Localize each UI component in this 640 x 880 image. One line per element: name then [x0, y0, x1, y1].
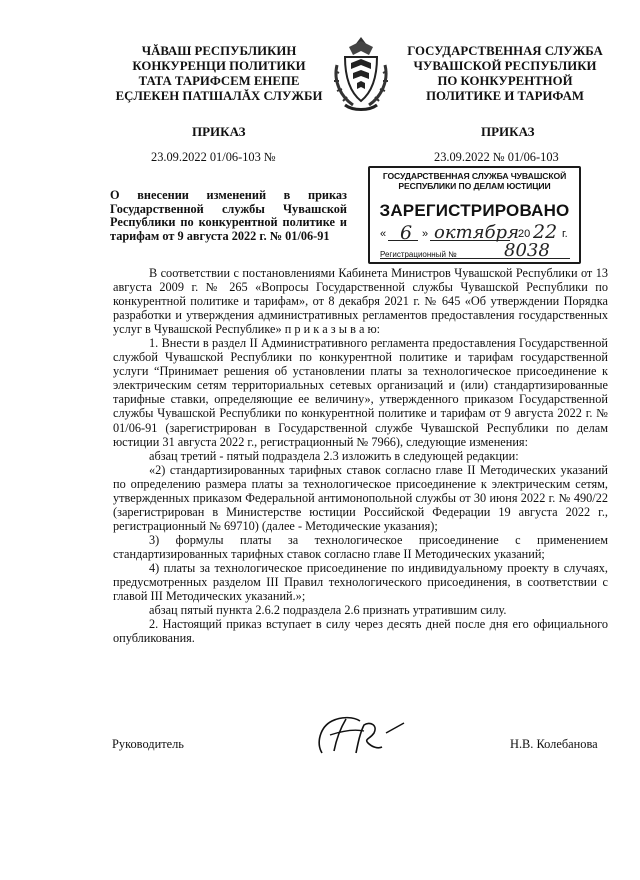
stamp-number-handwritten: 8038 [504, 240, 550, 261]
order-body [113, 266, 608, 645]
body-paragraph: «2) стандартизированных тарифных ставок согласно главе II Методических указаний по определению размера платы за технологическое присоединение к электрическим сетям, утвержденных приказом Федеральной антимонопольной службы от 30 июня 2022 г. № 490/22 (зарегистрирован в Министерстве юстиции Российской Федерации 19 августа 2022 г., регистрационный № 69710) (далее - Методические указания); [113, 462, 608, 533]
handwritten-signature [312, 713, 412, 759]
stamp-year-prefix: 20 [518, 228, 531, 240]
order-title-chuvash: ПРИКАЗ [192, 124, 246, 139]
stamp-year-handwritten: 22 [533, 221, 558, 243]
order-date-chuvash: 23.09.2022 01/06-103 № [151, 150, 276, 164]
order-date-russian: 23.09.2022 № 01/06-103 [434, 150, 559, 164]
header-left-line: КОНКУРЕНЦИ ПОЛИТИКИ [132, 59, 306, 73]
order-subject: О внесении изменений в приказ Государственной службы Чувашской Республики по конкурентной политике и тарифам от 9 августа 2022 г. № 01/06-91 [110, 188, 347, 243]
body-paragraph: В соответствии с постановлениями Кабинета Министров Чувашской Республики от 13 августа 2009 г. № 265 «Вопросы Государственной службы Чувашской Республики по конкурентной политике и тарифам», от 8 декабря 2021 г. № 645 «Об утверждении Порядка разработки и утверждения административных регламентов предоставления государственных услуг в Чувашской Республике» п р и к а з ы в а ю: [113, 266, 608, 337]
body-paragraph: 3) формулы платы за технологическое присоединение с применением стандартизированных тарифных ставок согласно главе II Методических указаний; [113, 532, 608, 561]
header-right-line: ЧУВАШСКОЙ РЕСПУБЛИКИ [413, 59, 597, 73]
header-russian-name [395, 44, 615, 104]
stamp-month-handwritten: октября [434, 222, 519, 243]
header-left-line: ЕÇЛЕКЕН ПАТШАЛĂХ СЛУЖБИ [115, 89, 323, 103]
order-title-russian: ПРИКАЗ [481, 124, 535, 139]
chuvash-emblem-icon [331, 35, 391, 113]
signer-position: Руководитель [112, 737, 184, 751]
stamp-registered-label: ЗАРЕГИСТРИРОВАНО [379, 201, 570, 220]
stamp-authority [370, 171, 579, 191]
stamp-number-row [380, 240, 575, 262]
body-paragraph: 2. Настоящий приказ вступает в силу через десять дней после дня его официального опубликования. [113, 617, 608, 646]
stamp-day-line [388, 240, 418, 241]
header-right-line: ГОСУДАРСТВЕННАЯ СЛУЖБА [407, 44, 603, 58]
stamp-month-line [430, 240, 510, 241]
header-right-line: ПО КОНКУРЕНТНОЙ [437, 74, 573, 88]
stamp-quote-open: « [380, 228, 387, 240]
stamp-number-label: Регистрационный № [380, 250, 457, 259]
registration-stamp [368, 166, 581, 264]
header-chuvash-name [95, 44, 343, 104]
stamp-year-letter: г. [562, 228, 568, 240]
body-paragraph: абзац третий - пятый подраздела 2.3 изложить в следующей редакции: [149, 448, 519, 463]
stamp-line: ГОСУДАРСТВЕННАЯ СЛУЖБА ЧУВАШСКОЙ [382, 171, 567, 181]
header-left-line: ЧĂВАШ РЕСПУБЛИКИН [141, 44, 297, 58]
signer-name: Н.В. Колебанова [510, 737, 598, 751]
body-paragraph: 4) платы за технологическое присоединение по индивидуальному проекту в случаях, предусмотренных разделом III Правил технологического присоединения, в соответствии с главой III Методических указаний.»; [113, 560, 608, 604]
stamp-quote-close: » [422, 228, 429, 240]
body-paragraph: 1. Внести в раздел II Административного регламента предоставления Государственной службой Чувашской Республики по конкурентной политике и тарифам государственной услуги “Принимает решения об установлении платы за технологическое присоединение к электрическим сетям территориальных сетевых организаций и (или) стандартизированные тарифные ставки, определяющие ее величину», утвержденного приказом Государственной службы Чувашской Республики по конкурентной политике и тарифам от 9 августа 2022 г. № 01/06-91 (зарегистрирован в Государственной службе Чувашской Республики по делам юстиции 31 августа 2022 г., регистрационный № 7966), следующие изменения: [113, 336, 608, 449]
stamp-day-handwritten: 6 [400, 222, 413, 244]
header-right-line: ПОЛИТИКЕ И ТАРИФАМ [426, 89, 584, 103]
header-left-line: ТАТА ТАРИФСЕМ ЕНЕПЕ [138, 74, 300, 88]
body-paragraph: абзац пятый пункта 2.6.2 подраздела 2.6 признать утратившим силу. [149, 603, 507, 618]
stamp-line: РЕСПУБЛИКИ ПО ДЕЛАМ ЮСТИЦИИ [398, 181, 551, 191]
